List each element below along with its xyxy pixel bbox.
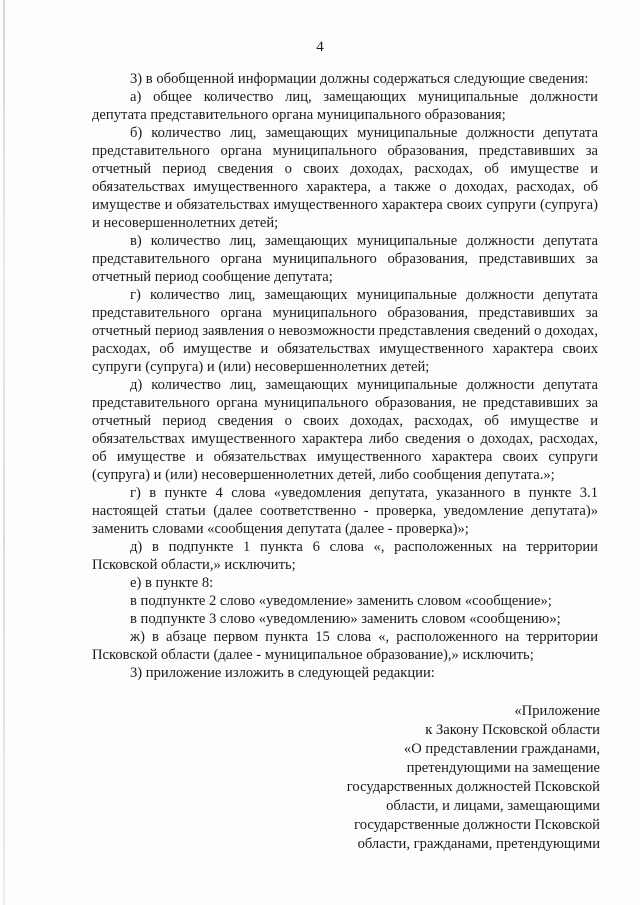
paragraph-subitem-g: г) количество лиц, замещающих муниципальные должности депутата представительного органа муниципального образования, представивших за отчетный период заявления о невозможности представления сведений о доходах, расходах, об имуществе и обязательствах имущественного характера своих супруги (супруга) и (или) несовершеннолетних детей; xyxy=(92,287,598,375)
paragraph-subitem-d: д) количество лиц, замещающих муниципальные должности депутата представительного органа муниципального образования, не представивших за отчетный период сведения о своих доходах, расходах, об имуществе и обязательствах имущественного характера либо сведения о доходах, расходах, об имуществе и обязательствах имущественного характера своих супруги (супруга) и (или) несовершеннолетних детей, либо сообщения депутата.»; xyxy=(92,377,598,483)
page-number: 4 xyxy=(316,39,324,55)
body-text xyxy=(92,70,598,682)
paragraph-amend-zh: ж) в абзаце первом пункта 15 слова «, расположенного на территории Псковской области (далее - муниципальное образование),» исключить; xyxy=(92,629,598,663)
appendix-line: государственные должности Псковской xyxy=(354,817,600,833)
appendix-line: «Приложение xyxy=(514,703,600,719)
paragraph-subitem-v: в) количество лиц, замещающих муниципальные должности депутата представительного органа муниципального образования, представивших за отчетный период сообщение депутата; xyxy=(92,233,598,285)
paragraph-amend-e-1: в подпункте 2 слово «уведомление» заменить словом «сообщение»; xyxy=(130,593,552,609)
appendix-line: претендующими на замещение xyxy=(406,760,600,776)
appendix-line: государственных должностей Псковской xyxy=(346,779,600,795)
paragraph-amend-e-2: в подпункте 3 слово «уведомлению» заменить словом «сообщению»; xyxy=(130,611,561,627)
paragraph-item-3-appendix: 3) приложение изложить в следующей редакции: xyxy=(130,665,435,681)
appendix-line: области, и лицами, замещающими xyxy=(386,798,600,814)
paragraph-subitem-b: б) количество лиц, замещающих муниципальные должности депутата представительного органа муниципального образования, представивших за отчетный период сведения о своих доходах, расходах, об имуществе и обязательствах имущественного характера, а также о доходах, расходах, об имуществе и обязательствах имущественного характера своих супруги (супруга) и несовершеннолетних детей; xyxy=(92,125,598,231)
appendix-line: области, гражданами, претендующими xyxy=(357,836,600,852)
paragraph-amend-d: д) в подпункте 1 пункта 6 слова «, расположенных на территории Псковской области,» исключить; xyxy=(92,539,598,573)
appendix-line: к Закону Псковской области xyxy=(425,722,600,738)
appendix-heading xyxy=(300,702,600,854)
paragraph-amend-e: е) в пункте 8: xyxy=(130,575,214,591)
appendix-line: «О представлении гражданами, xyxy=(403,741,600,757)
paragraph-amend-g: г) в пункте 4 слова «уведомления депутата, указанного в пункте 3.1 настоящей статьи (далее соответственно - проверка, уведомление депутата)» заменить словами «сообщения депутата (далее - проверка)»; xyxy=(92,485,598,537)
paragraph-subitem-a: а) общее количество лиц, замещающих муниципальные должности депутата представительного органа муниципального образования; xyxy=(92,89,598,123)
scan-edge xyxy=(3,0,5,905)
paragraph-item-3: 3) в обобщенной информации должны содержаться следующие сведения: xyxy=(130,71,589,87)
